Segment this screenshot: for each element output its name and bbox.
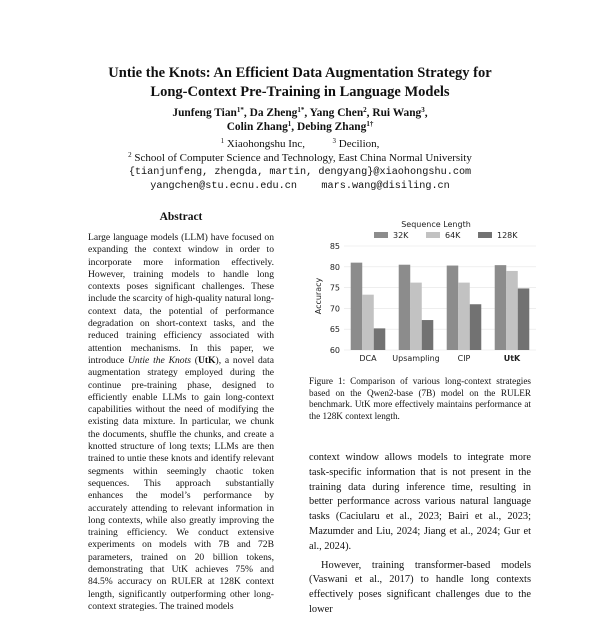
author-sup: 1 [287, 120, 292, 128]
x-tick-label: Upsampling [392, 354, 440, 363]
affiliation-line-1 [0, 137, 600, 151]
bar [470, 304, 482, 350]
title-line-2: Long-Context Pre-Training in Language Models [150, 84, 450, 100]
bar [351, 263, 363, 350]
affiliation-sup: 2 [128, 151, 132, 159]
author-list: Junfeng Tian$^{1*}$, Da Zheng$^{1*}$, Yang Chen$^2$, Rui Wang$^3$, Colin Zhang$^1$, Debing Zhang$^{1\dagger}$ [172, 106, 428, 133]
legend-swatch [478, 232, 492, 238]
bar [374, 328, 386, 350]
legend-label: 128K [497, 231, 518, 240]
author-name: Rui Wang [372, 107, 422, 119]
affiliation-sup: 1 [220, 137, 225, 145]
affiliation-sup: 3 [332, 137, 337, 145]
legend-swatch [374, 232, 388, 238]
author-name: Da Zheng [249, 107, 298, 119]
abstract-text-2: ), a novel data augmentation strategy employed during the continue pre-training phase, designed to efficiently enable LLMs to gain long-context capabilities without the need of modifying the existing data mixture. In particular, we chunk the documents, shuffle the chunks, and create a knotted structure of long texts; LLMs are then trained to untie these knots and identify relevant segments within seemingly chaotic token sequences. This approach substantially enhances the model’s performance by accurately attending to relevant information in long contexts, while also greatly improving the training efficiency. We conduct extensive experiments on models with 7B and 72B parameters, trained on 20 billion tokens, demonstrating that UtK achieves 75% and 84.5% accuracy on RULER at 128K context length, significantly outperforming other long-context strategies. The trained models [88, 354, 274, 612]
paper-title [0, 64, 600, 102]
x-tick-label: DCA [359, 354, 377, 363]
author-name: Junfeng Tian [172, 107, 237, 119]
y-tick-label: 70 [329, 304, 340, 314]
body-paragraph-1: context window allows models to integrate more task-specific information that is not present in the training data during inference time, resulting in better performance across various natural language tasks (Caciularu et al., 2023; Bairi et al., 2023; Mazumder and Liu, 2024; Jiang et al., 2024; Gur et al., 2024). [309, 452, 531, 552]
bar [506, 271, 518, 350]
chart-legend [374, 231, 518, 240]
bar [410, 283, 422, 350]
body-text [309, 451, 531, 618]
author-name: Colin Zhang [226, 121, 288, 133]
figure-1-chart [308, 214, 540, 372]
email-line-2: yangchen@stu.ecnu.edu.cn mars.wang@disiling.cn [150, 181, 450, 192]
author-sup: 1† [366, 120, 374, 128]
author-sup: 1* [297, 106, 305, 114]
abstract-method-abbr: UtK [197, 354, 216, 366]
author-name: Debing Zhang [296, 121, 367, 133]
body-paragraph-2: However, training transformer-based models (Vaswani et al., 2017) to handle long contexts effectively poses significant challenges due to the lower [309, 559, 531, 615]
affiliation-xiaohongshu: Xiaohongshu Inc, [226, 138, 306, 150]
legend-label: 64K [445, 231, 461, 240]
x-axis [359, 354, 521, 363]
bar [362, 295, 374, 350]
bar [447, 266, 459, 350]
y-tick-label: 65 [329, 325, 340, 335]
author-sup: 3 [421, 106, 425, 114]
y-tick-label: 75 [329, 283, 340, 293]
title-line-1: Untie the Knots: An Efficient Data Augmentation Strategy for [108, 65, 492, 81]
affiliation-decilion: Decilion, [338, 138, 380, 150]
bar-group [351, 263, 530, 350]
legend-label: 32K [393, 231, 409, 240]
y-axis-label: Accuracy [314, 277, 323, 315]
legend-title: Sequence Length [401, 220, 471, 229]
author-sup: 1* [236, 106, 244, 114]
x-tick-label: UtK [503, 354, 521, 363]
author-sup: 2 [363, 106, 367, 114]
affiliation-line-2 [0, 151, 600, 165]
bar [399, 265, 411, 350]
affiliation-ecnu: School of Computer Science and Technology, East China Normal University [134, 152, 472, 164]
y-tick-label: 85 [329, 242, 340, 251]
abstract-text-1: Large language models (LLM) have focused on expanding the context window in order to incorporate more information effectively. However, training models to handle long contexts poses significant challenges. These include the scarcity of high-quality natural long-context data, the potential of performance degradation on short-context tasks, and the reduced training efficiency associated with attention mechanisms. In this paper, we introduce [88, 232, 274, 366]
abstract-body [88, 232, 274, 613]
abstract-paren: ( [190, 354, 198, 366]
bar [458, 283, 470, 350]
legend-swatch [426, 232, 440, 238]
y-tick-label: 60 [329, 346, 340, 355]
author-name: Yang Chen [309, 107, 364, 119]
bar [518, 288, 530, 350]
x-tick-label: CIP [457, 354, 471, 363]
abstract-method-name: Untie the Knots [128, 354, 191, 366]
abstract-heading: Abstract [159, 211, 203, 223]
bar [422, 320, 434, 350]
y-tick-label: 80 [329, 262, 340, 272]
figure-caption: Figure 1: Comparison of various long-context strategies based on the Qwen2-base (7B) model on the RULER benchmark. UtK more effectively maintains performance at the 128K context length. [309, 376, 531, 421]
email-line-1: {tianjunfeng, zhengda, martin, dengyang}@xiaohongshu.com [128, 167, 472, 178]
bar [495, 265, 507, 350]
